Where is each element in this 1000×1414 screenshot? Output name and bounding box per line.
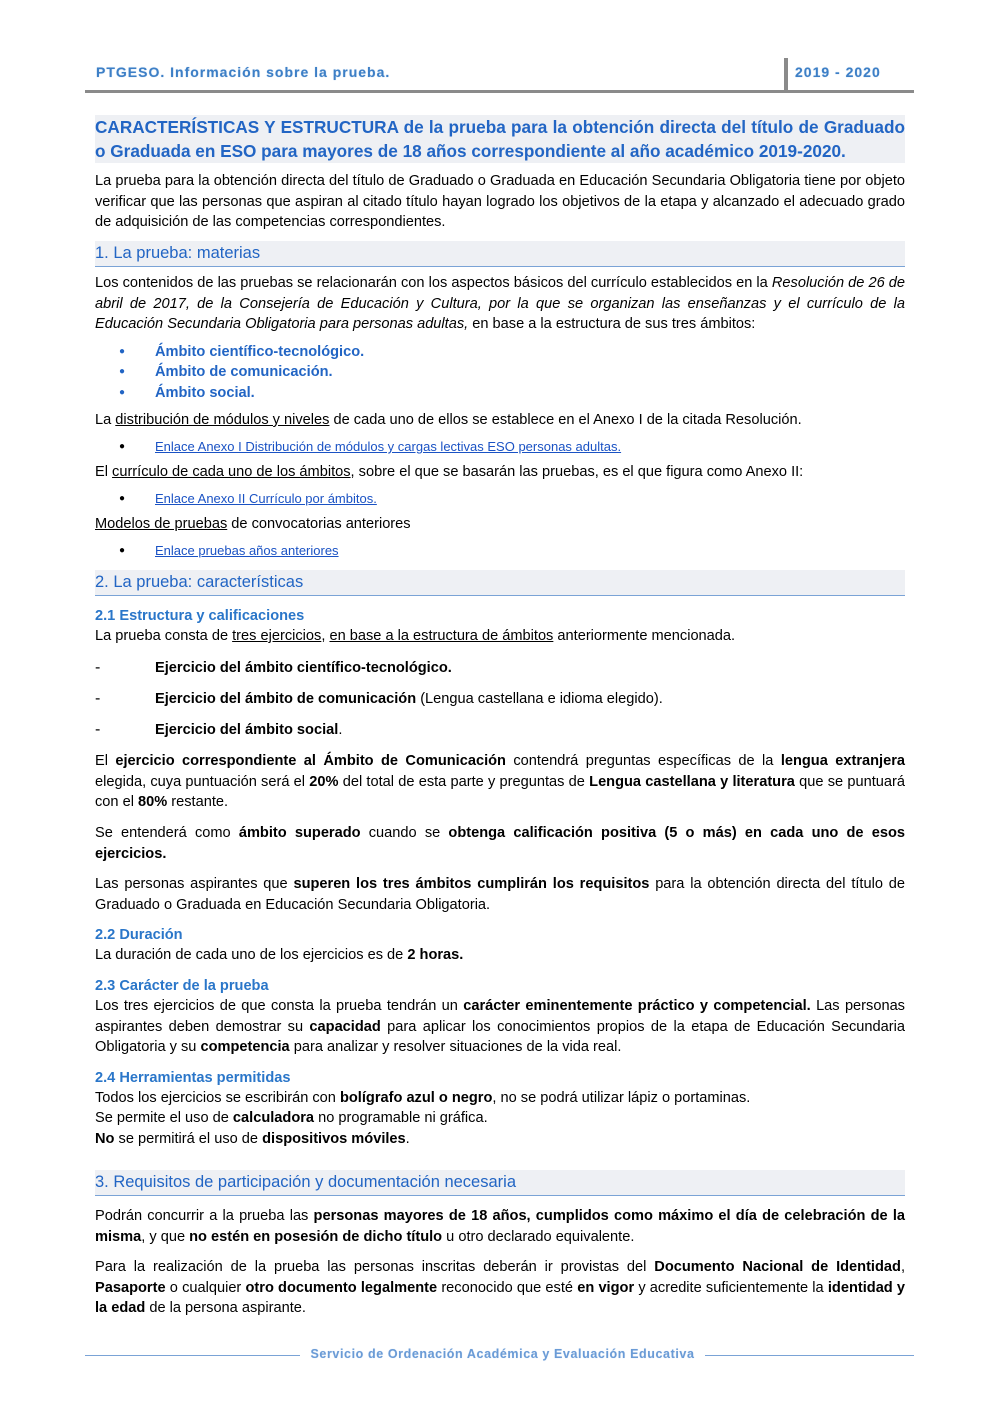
section-1-paragraph: Los contenidos de las pruebas se relacionarán con los aspectos básicos del currículo establecidos en la Resolución de 26 de abril de 2017, de la Consejería de Educación y Cultura, por la que se organizan las enseñanzas y el currículo de la Educación Secundaria Obligatoria para personas adultas, en base a la estructura de sus tres ámbitos: (95, 275, 905, 332)
curriculum-paragraph: El currículo de cada uno de los ámbitos, sobre el que se basarán las pruebas, es el que figura como Anexo II: (95, 464, 804, 480)
passing-paragraph: Se entenderá como ámbito superado cuando se obtenga calificación positiva (5 o más) en cada uno de esos ejercicios. (95, 825, 905, 862)
footer-service-name: Servicio de Ordenación Académica y Evaluación Educativa (310, 1347, 695, 1361)
section-3-heading: 3. Requisitos de participación y documentación necesaria (95, 1170, 905, 1196)
models-paragraph: Modelos de pruebas de convocatorias anteriores (95, 516, 411, 532)
requirements-paragraph: Las personas aspirantes que superen los tres ámbitos cumplirán los requisitos para la obtención directa del título de Graduado o Graduada en Educación Secundaria Obligatoria. (95, 876, 905, 913)
footer-divider-right (705, 1355, 914, 1356)
duration-paragraph: La duración de cada uno de los ejercicios es de 2 horas. (95, 947, 464, 963)
subsection-2-2-heading: 2.2 Duración (95, 927, 183, 943)
page-title: CARACTERÍSTICAS Y ESTRUCTURA de la prueba para la obtención directa del título de Graduado o Graduada en ESO para mayores de 18 años correspondiente al año académico 2019-2020. (95, 117, 905, 161)
tools-line-calculator: Se permite el uso de calculadora no programable ni gráfica. (95, 1110, 488, 1126)
participation-paragraph: Podrán concurrir a la prueba las personas mayores de 18 años, cumplidos como máximo el día de celebración de la misma, y que no estén en posesión de dicho título u otro declarado equivalente. (95, 1208, 905, 1245)
header-divider (85, 90, 914, 93)
header-academic-year: 2019 - 2020 (795, 64, 881, 80)
footer-divider-left (85, 1355, 300, 1356)
modules-paragraph: La distribución de módulos y niveles de cada uno de ellos se establece en el Anexo I de la citada Resolución. (95, 412, 802, 428)
intro-paragraph: La prueba para la obtención directa del título de Graduado o Graduada en Educación Secundaria Obligatoria tiene por objeto verificar que las personas que aspiran al citado título hayan logrado los objetivos de la etapa y alcanzado el adecuado grado de adquisición de las competencias correspondientes. (95, 173, 905, 230)
header-divider-vertical (784, 58, 788, 92)
subsection-2-4-heading: 2.4 Herramientas permitidas (95, 1070, 291, 1086)
section-2-heading: 2. La prueba: características (95, 570, 905, 596)
previous-exams-link[interactable]: Enlace pruebas años anteriores (155, 543, 339, 558)
subsection-2-3-heading: 2.3 Carácter de la prueba (95, 978, 269, 994)
annex-1-link[interactable]: Enlace Anexo I Distribución de módulos y cargas lectivas ESO personas adultas. (155, 439, 622, 454)
tools-line-pen: Todos los ejercicios se escribirán con bolígrafo azul o negro, no se podrá utilizar lápiz o portaminas. (95, 1090, 751, 1106)
subsection-2-1-heading: 2.1 Estructura y calificaciones (95, 608, 305, 624)
annex-2-link[interactable]: Enlace Anexo II Currículo por ámbitos. (155, 491, 377, 506)
communication-paragraph: El ejercicio correspondiente al Ámbito de Comunicación contendrá preguntas específicas de la lengua extranjera elegida, cuya puntuación será el 20% del total de esta parte y preguntas de Lengua castellana y literatura que se puntuará con el 80% restante. (95, 753, 906, 810)
structure-paragraph: La prueba consta de tres ejercicios, en base a la estructura de ámbitos anteriormente mencionada. (95, 628, 736, 644)
header-document-title: PTGESO. Información sobre la prueba. (96, 64, 391, 80)
character-paragraph: Los tres ejercicios de que consta la prueba tendrán un carácter eminentemente práctico y competencial. Las personas aspirantes deben demostrar su capacidad para aplicar los conocimientos propios de la etapa de Educación Secundaria Obligatoria y su competencia para analizar y resolver situaciones de la vida real. (95, 998, 905, 1055)
section-1-heading: 1. La prueba: materias (95, 241, 905, 267)
tools-line-mobile: No se permitirá el uso de dispositivos móviles. (95, 1131, 410, 1147)
documentation-paragraph: Para la realización de la prueba las personas inscritas deberán ir provistas del Documento Nacional de Identidad, Pasaporte o cualquier otro documento legalmente reconocido que esté en vigor y acredite suficientemente la identidad y la edad de la persona aspirante. (95, 1259, 906, 1316)
